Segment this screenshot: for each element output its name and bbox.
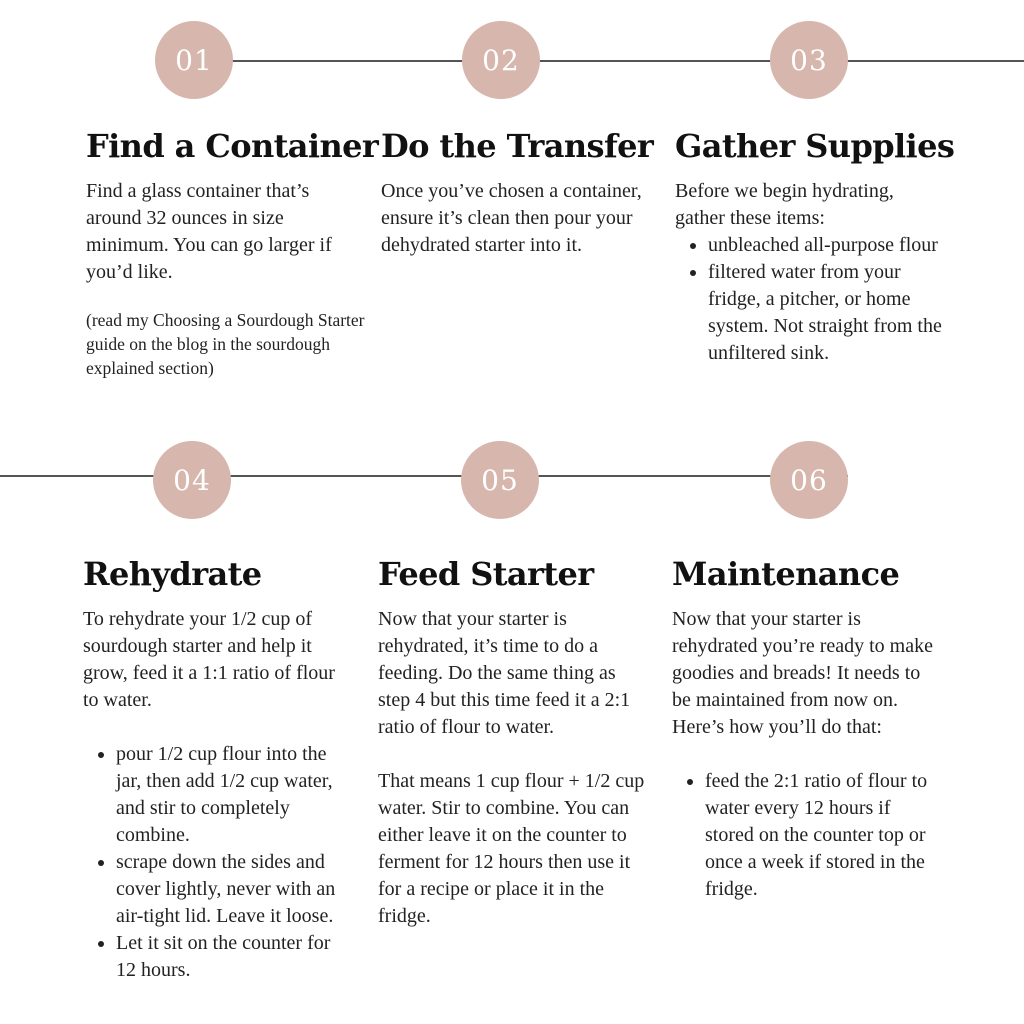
step-4-body: To rehydrate your 1/2 cup of sourdough starter and help it grow, feed it a 1:1 ratio of flour to water. [83, 608, 335, 711]
step-3 [675, 127, 955, 367]
step-3-title: Gather Supplies [675, 127, 955, 165]
step-5-body: Now that your starter is rehydrated, it’s time to do a feeding. Do the same thing as step 4 but this time feed it a 2:1 ratio of flour to water. [378, 608, 631, 738]
step-3-list [675, 232, 945, 367]
step-2-title: Do the Transfer [381, 127, 654, 165]
list-item: • feed the 2:1 ratio of flour to water every 12 hours if stored on the counter top or once a week if stored in the fridge. [705, 768, 944, 903]
step-5-body-2: That means 1 cup flour + 1/2 cup water. Stir to combine. You can either leave it on the counter to ferment for 12 hours then use it for a recipe or place it in the fridge. [378, 770, 645, 927]
step-4-title: Rehydrate [83, 555, 262, 593]
list-item: • filtered water from your fridge, a pitcher, or home system. Not straight from the unfiltered sink. [708, 259, 945, 367]
step-6-list [672, 768, 944, 903]
step-3-badge: 03 [770, 21, 848, 99]
step-1-body: Find a glass container that’s around 32 ounces in size minimum. You can go larger if you’d like. [86, 180, 332, 283]
step-5 [378, 556, 650, 930]
timeline-line-top [232, 60, 1024, 62]
list-item: • Let it sit on the counter for 12 hours. [116, 930, 355, 984]
timeline-line-bottom [0, 475, 848, 477]
step-1 [86, 127, 379, 380]
step-4 [83, 556, 355, 984]
step-2 [381, 127, 654, 259]
step-4-badge: 04 [153, 441, 231, 519]
list-item: • scrape down the sides and cover lightly, never with an air-tight lid. Leave it loose. [116, 849, 355, 930]
step-2-body: Once you’ve chosen a container, ensure it’s clean then pour your dehydrated starter into it. [381, 180, 642, 256]
step-6-badge: 06 [770, 441, 848, 519]
step-2-badge: 02 [462, 21, 540, 99]
step-5-title: Feed Starter [378, 555, 594, 593]
step-1-note: (read my Choosing a Sourdough Starter guide on the blog in the sourdough explained section) [86, 310, 365, 378]
list-item: • unbleached all-purpose flour [708, 232, 945, 259]
list-item: • pour 1/2 cup flour into the jar, then add 1/2 cup water, and stir to completely combine. [116, 741, 355, 849]
step-1-title: Find a Container [86, 127, 379, 165]
step-1-badge: 01 [155, 21, 233, 99]
step-6 [672, 556, 944, 903]
step-6-title: Maintenance [672, 555, 900, 593]
step-6-body: Now that your starter is rehydrated you’re ready to make goodies and breads! It needs to be maintained from now on. Here’s how you’ll do that: [672, 608, 933, 738]
step-5-badge: 05 [461, 441, 539, 519]
step-4-list [83, 741, 355, 984]
step-3-body: Before we begin hydrating, gather these items: [675, 180, 894, 229]
